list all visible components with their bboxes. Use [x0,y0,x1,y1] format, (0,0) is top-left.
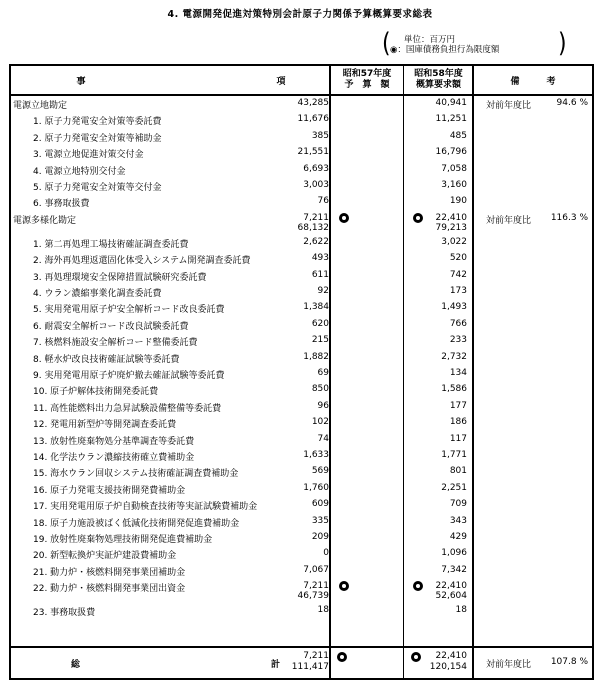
header-remarks: 備 考 [510,76,556,87]
table-row [11,129,592,145]
fy58-value: 742 [449,269,467,280]
fy58-value: 22,410 [435,581,467,592]
fy57-value: 11,676 [297,114,329,125]
fy57-value: 209 [311,532,329,542]
fy58-value: 233 [449,335,467,346]
row-label: 13. 放射性廃棄物処分基準調査等委託費 [33,436,195,447]
table-row [11,464,592,480]
row-label: 16. 原子力発電支援技術開発費補助金 [33,485,186,496]
fy58-value: 22,410 [435,212,467,223]
fy57-value: 43,285 [297,98,329,108]
commitment-mark-icon [411,652,421,662]
table-row [11,603,592,619]
row-label: 電源立地勘定 [13,101,68,111]
fy57-value: 1,882 [303,351,329,362]
fy57-value: 611 [311,269,329,280]
ratio-value: 94.6 % [556,98,588,108]
table-row [11,300,592,316]
fy57-value: 6,693 [303,163,329,174]
fy57-value: 96 [317,400,329,411]
fy57-value: 0 [323,548,329,559]
fy57-value: 92 [317,286,329,296]
ratio-value: 116.3 % [550,212,588,223]
fy57-value: 74 [317,433,329,444]
commitment-mark-icon [339,213,349,223]
fy58-value: 186 [449,417,467,428]
total-ratio-label: 対前年度比 [486,660,532,670]
fy57-value: 335 [311,515,329,526]
unit-label: 単位：百万円 [404,35,456,45]
fy57-value: 850 [311,384,329,395]
total-label-b: 計 [271,660,281,670]
fy58-value: 3,022 [441,236,467,247]
fy58-value: 3,160 [441,180,467,190]
fy58-value: 429 [449,532,467,542]
fy58-value: 117 [449,433,467,444]
row-label: 20. 新型転換炉実証炉建設費補助金 [33,551,177,562]
fy58-value: 1,586 [441,384,467,395]
fy58-value: 11,251 [435,114,467,125]
table-row [11,178,592,194]
commitment-mark-icon [413,581,423,591]
unit-commitment-note: ◉：国庫債務負担行為限度額 [390,45,500,55]
commitment-mark-icon [337,652,347,662]
table-row [11,251,592,267]
row-label: 電源多様化勘定 [13,215,77,226]
fy58-value: 18 [455,605,467,616]
table-row [11,284,592,300]
total-fy58-commitment: 22,410 [435,651,467,661]
fy58-value: 16,796 [435,147,467,158]
row-label: 2. 原子力発電安全対策等補助金 [33,133,162,144]
fy57-value: 609 [311,499,329,510]
row-label: 6. 耐震安全解析コード改良試験委託費 [33,321,189,332]
table-row [11,481,592,497]
fy58-value: 173 [449,286,467,296]
ratio-label: 対前年度比 [486,101,532,111]
ratio-label: 対前年度比 [486,215,532,226]
fy58-value: 190 [449,196,467,207]
row-label: 4. ウラン濃縮事業化調査委託費 [33,289,162,299]
row-label: 5. 原子力発電安全対策等交付金 [33,183,162,193]
fy58-value: 7,342 [441,564,467,575]
row-label: 23. 事務取扱費 [33,608,96,619]
account-row [11,211,592,233]
commitment-mark-icon [339,581,349,591]
table-row [11,112,592,128]
budget-table [9,64,594,680]
table-row [11,194,592,210]
table-row [11,448,592,464]
fy58-value: 801 [449,466,467,477]
row-label: 3. 電源立地促進対策交付金 [33,150,144,161]
row-label: 4. 電源立地特別交付金 [33,166,126,177]
fy57-value: 18 [317,605,329,616]
row-label: 22. 動力炉・核燃料開発事業団出資金 [33,584,186,595]
header-fy57: 昭和57年度 予 算 額 [342,69,392,90]
table-row [11,145,592,161]
row-label: 6. 事務取扱費 [33,199,90,210]
table-row [11,366,592,382]
total-fy57-commitment: 7,211 [303,651,329,661]
fy57-value: 2,622 [303,236,329,247]
table-row [11,497,592,513]
fy58-value: 343 [449,515,467,526]
fy57-value: 21,551 [297,147,329,158]
row-label: 18. 原子力施設被ばく低減化技術開発促進費補助金 [33,518,240,529]
fy57-value: 69 [317,368,329,378]
row-label: 21. 動力炉・核燃料開発事業団補助金 [33,567,186,578]
fy57-value: 569 [311,466,329,477]
fy58-value: 485 [449,130,467,141]
fy57-value: 1,384 [303,302,329,313]
table-row [11,546,592,562]
table-row [11,317,592,333]
row-label: 10. 原子炉解体技術開発委託費 [33,387,159,398]
row-label: 1. 第二再処理工場技術確証調査委託費 [33,239,189,250]
fy57-value: 1,760 [303,482,329,493]
fy58-value: 766 [449,318,467,329]
fy57-value: 215 [311,335,329,346]
fy57-value: 7,211 [303,212,329,223]
table-row [11,432,592,448]
unit-note: ( 単位：百万円 ◉：国庫債務負担行為限度額 ) [382,29,567,60]
fy58-value: 2,732 [441,351,467,362]
table-header [11,66,592,96]
fy57-value: 493 [311,253,329,264]
total-label-a: 総 [71,660,81,670]
fy58-value: 177 [449,400,467,411]
table-row [11,579,592,602]
fy58-value: 134 [449,368,467,378]
table-row [11,514,592,530]
total-row [11,646,592,678]
table-row [11,235,592,251]
fy57-value: 385 [311,130,329,141]
account-row [11,96,592,112]
fy57-value-sub: 68,132 [297,222,329,233]
header-item-b: 項 [276,76,286,87]
fy57-value: 102 [311,417,329,428]
fy58-value: 40,941 [435,98,467,108]
row-label: 9. 実用発電用原子炉廃炉撤去確証試験等委託費 [33,371,225,381]
table-row [11,268,592,284]
fy58-value: 1,096 [441,548,467,559]
fy57-value-sub: 46,739 [297,591,329,602]
header-item-a: 事 [76,76,86,87]
fy58-value: 1,771 [441,450,467,460]
row-label: 15. 海水ウラン回収システム技術確証調査費補助金 [33,469,239,480]
total-fy57: 111,417 [291,662,329,672]
fy57-value: 76 [317,196,329,207]
fy58-value: 520 [449,253,467,264]
fy57-value: 620 [311,318,329,329]
row-label: 8. 軽水炉改良技術確証試験等委託費 [33,354,180,365]
table-row [11,530,592,546]
row-label: 17. 実用発電用原子炉自動検査技術等実証試験費補助金 [33,502,258,513]
fy58-value: 1,493 [441,302,467,313]
commitment-mark-icon [413,213,423,223]
row-label: 1. 原子力発電安全対策等委託費 [33,117,162,128]
header-fy58: 昭和58年度 概算要求額 [414,69,463,90]
total-ratio: 107.8 % [550,657,588,667]
fy57-value: 1,633 [303,450,329,460]
table-row [11,382,592,398]
row-label: 11. 高性能燃料出力急昇試験設備整備等委託費 [33,403,222,414]
table-row [11,563,592,579]
total-fy58: 120,154 [429,662,467,672]
fy58-value: 7,058 [441,163,467,174]
fy57-value: 7,067 [303,564,329,575]
page-title: 4. 電源開発促進対策特別会計原子力関係予算概算要求総表 [167,9,433,20]
table-row [11,162,592,178]
fy58-value: 2,251 [441,482,467,493]
row-label: 3. 再処理環境安全保障措置試験研究委託費 [33,272,207,283]
row-label: 19. 放射性廃棄物処理技術開発促進費補助金 [33,535,213,545]
row-label: 14. 化学法ウラン濃縮技術確立費補助金 [33,453,195,463]
fy57-value: 7,211 [303,581,329,592]
table-row [11,399,592,415]
table-row [11,350,592,366]
row-label: 5. 実用発電用原子炉安全解析コード改良委託費 [33,305,225,316]
row-label: 2. 海外再処理返還固化体受入システム開発調査委託費 [33,256,251,267]
fy57-value: 3,003 [303,180,329,190]
row-label: 12. 発電用新型炉等開発調査委託費 [33,420,177,431]
table-row [11,415,592,431]
table-row [11,333,592,349]
fy58-value-sub: 79,213 [435,222,467,233]
fy58-value: 709 [449,499,467,510]
row-label: 7. 核燃料施設安全解析コード整備委託費 [33,338,198,349]
fy58-value-sub: 52,604 [435,591,467,602]
